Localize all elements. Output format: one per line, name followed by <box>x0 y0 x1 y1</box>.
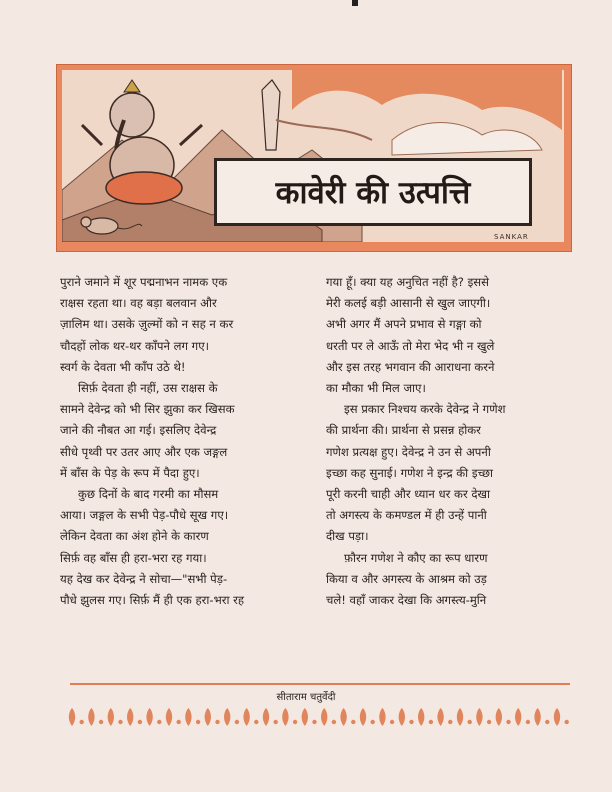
text-line: तो अगस्त्य के कमण्डल में ही उन्हें पानी <box>326 508 487 523</box>
text-line: की प्रार्थना की। प्रार्थना से प्रसन्न होकर <box>326 423 481 438</box>
text-line: पुराने जमाने में शूर पद्मनाभन नामक एक <box>60 275 228 289</box>
border-dot <box>312 720 316 724</box>
print-mark <box>352 0 358 6</box>
paragraph <box>60 272 298 378</box>
border-dot <box>429 720 433 724</box>
paragraph <box>326 548 568 569</box>
border-dot <box>545 720 549 724</box>
paragraph-cont <box>326 420 568 547</box>
border-dot <box>293 720 297 724</box>
border-dot <box>487 720 491 724</box>
border-dot <box>565 720 569 724</box>
text-line: सिर्फ़ वह बाँस ही हरा-भरा रह गया। <box>60 550 207 565</box>
text-line: यह देख कर देवेन्द्र ने सोचा—"सभी पेड़- <box>60 571 228 586</box>
border-dot <box>99 720 103 724</box>
text-line: और इस तरह भगवान की आराधना करने <box>326 359 495 374</box>
border-dot <box>448 720 452 724</box>
text-line: जाने की नौबत आ गई। इसलिए देवेन्द्र <box>60 423 217 438</box>
artist-signature: SANKAR <box>494 233 529 241</box>
text-line: अभी अगर मैं अपने प्रभाव से गङ्गा को <box>326 317 482 332</box>
border-dot <box>468 720 472 724</box>
paragraph-cont <box>60 399 298 484</box>
footer-divider <box>70 683 570 685</box>
border-dot <box>138 720 142 724</box>
border-dot <box>80 720 84 724</box>
border-dot <box>506 720 510 724</box>
border-dot <box>409 720 413 724</box>
text-line: कुछ दिनों के बाद गरमी का मौसम <box>78 487 219 502</box>
border-dot <box>390 720 394 724</box>
text-line: इस प्रकार निश्चय करके देवेन्द्र ने गणेश <box>344 402 506 417</box>
text-line: फ़ौरन गणेश ने कौए का रूप धारण <box>344 550 488 565</box>
text-line: स्वर्ग के देवता भी काँप उठे थे! <box>60 359 186 374</box>
text-line: चले! वहाँ जाकर देखा कि अगस्त्य-मुनि <box>326 593 487 608</box>
text-line: चौदहों लोक थर-थर काँपने लग गए। <box>60 338 210 353</box>
right-text-column <box>326 272 568 611</box>
author-credit: सीताराम चतुर्वेदी <box>276 692 336 703</box>
text-line: में बाँस के पेड़ के रूप में पैदा हुए। <box>60 465 200 480</box>
text-line: लेकिन देवता का अंश होने के कारण <box>60 529 209 544</box>
border-dot <box>118 720 122 724</box>
text-line: पूरी करनी चाही और ध्यान धर कर देखा <box>326 487 491 502</box>
text-line: पौधे झुलस गए। सिर्फ़ मैं ही एक हरा-भरा रह <box>60 593 245 608</box>
paragraph <box>60 484 298 505</box>
text-line: राक्षस रहता था। वह बड़ा बलवान और <box>60 296 217 311</box>
title-box <box>214 158 532 226</box>
border-dot <box>196 720 200 724</box>
text-line: गया हूँ। क्या यह अनुचित नहीं है? इससे <box>326 275 489 289</box>
text-line: दीख पड़ा। <box>326 529 369 544</box>
border-dot <box>254 720 258 724</box>
text-line: सामने देवेन्द्र को भी सिर झुका कर खिसक <box>60 402 235 417</box>
page-title: कावेरी की उत्पत्ति <box>275 175 471 211</box>
paragraph <box>326 399 568 420</box>
border-dot <box>351 720 355 724</box>
text-line: गणेश प्रत्यक्ष हुए। देवेन्द्र ने उन से अपनी <box>326 444 491 459</box>
text-line: सिर्फ़ देवता ही नहीं, उस राक्षस के <box>78 381 218 396</box>
text-line: ज़ालिम था। उसके ज़ुल्मों को न सह न कर <box>60 317 234 332</box>
border-dot <box>235 720 239 724</box>
text-line: सीधे पृथ्वी पर उतर आए और एक जङ्गल <box>60 444 228 459</box>
text-line: आया। जङ्गल के सभी पेड़-पौधे सूख गए। <box>60 508 229 523</box>
text-line: किया व और अगस्त्य के आश्रम को उड़ <box>326 571 487 586</box>
paragraph-cont <box>326 569 568 611</box>
paragraph-cont <box>60 505 298 611</box>
border-dot <box>157 720 161 724</box>
border-dot <box>274 720 278 724</box>
border-dot <box>215 720 219 724</box>
border-dot <box>332 720 336 724</box>
paragraph <box>60 378 298 399</box>
text-line: मेरी कलई बड़ी आसानी से खुल जाएगी। <box>326 296 491 311</box>
text-line: इच्छा कह सुनाई। गणेश ने इन्द्र की इच्छा <box>326 465 493 480</box>
border-dot <box>371 720 375 724</box>
left-text-column <box>60 272 298 611</box>
text-line: धरती पर ले आऊँ तो मेरा भेद भी न खुले <box>326 338 495 353</box>
border-dot <box>177 720 181 724</box>
paragraph <box>326 272 568 399</box>
border-dot <box>526 720 530 724</box>
text-line: का मौका भी मिल जाए। <box>326 381 426 396</box>
decorative-border <box>62 706 572 730</box>
